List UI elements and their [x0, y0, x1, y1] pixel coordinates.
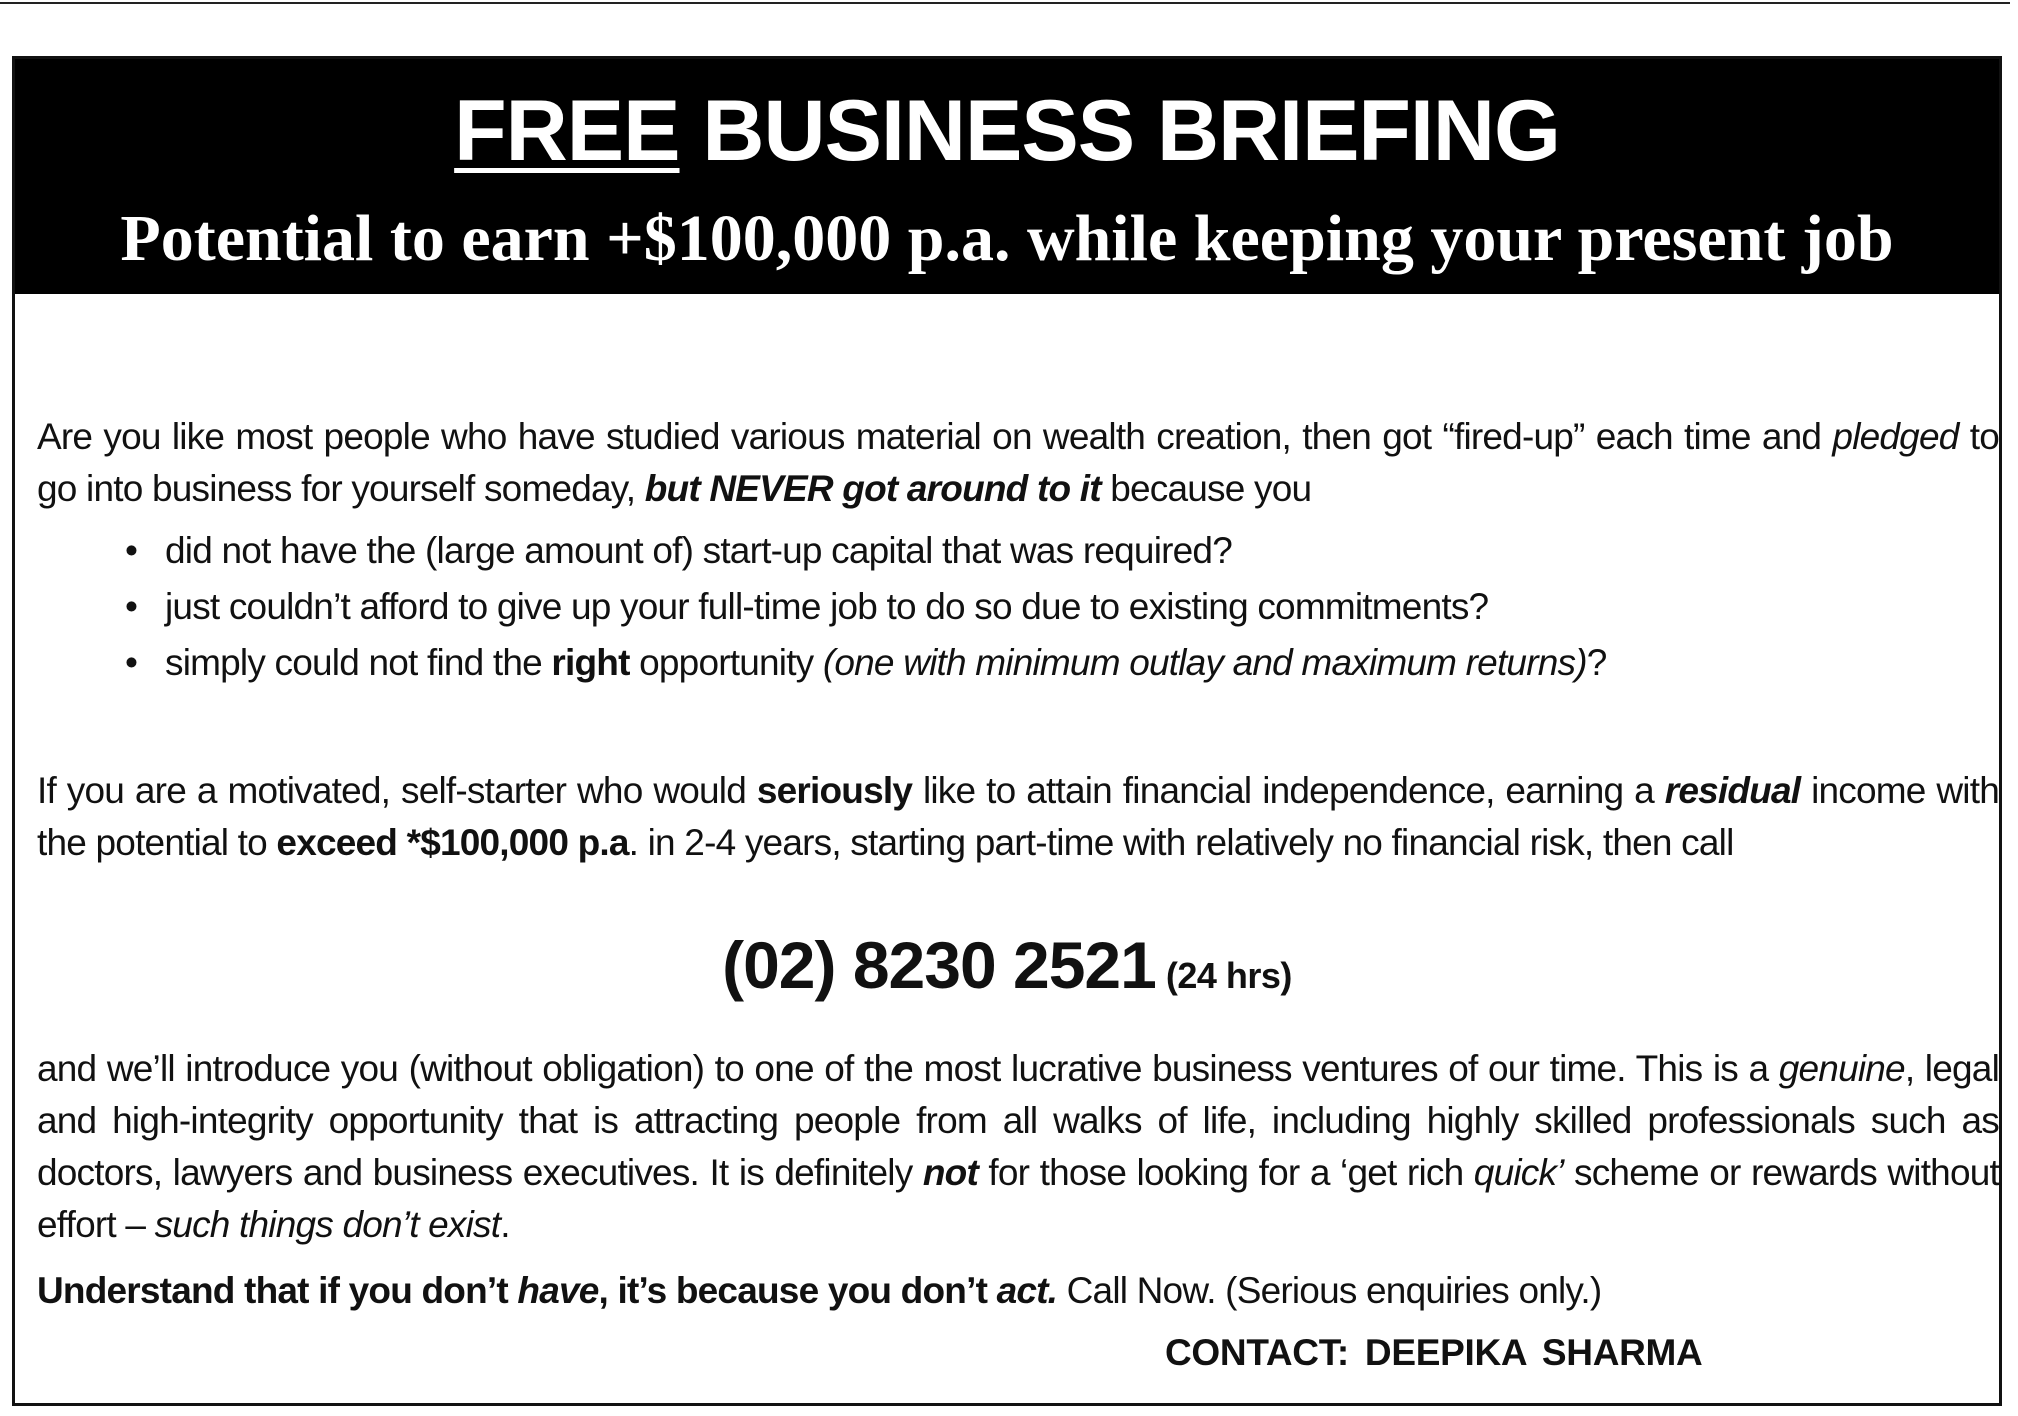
intro-italic-pledged: pledged — [1832, 416, 1959, 457]
phone-number[interactable]: (02) 8230 2521 — [722, 928, 1156, 1002]
intro-text-2: to go into business for yourself someday, — [37, 416, 1999, 509]
description-text-5: . — [500, 1204, 510, 1245]
description-italic-quick: quick’ — [1473, 1152, 1564, 1193]
description-text-4: scheme or rewards without effort – — [37, 1152, 1999, 1245]
description-text-3: for those looking for a ‘get rich — [977, 1152, 1474, 1193]
list-item — [125, 635, 1985, 691]
advertisement — [12, 56, 2002, 1406]
contact-name: CONTACT: DEEPIKA SHARMA — [1165, 1332, 1703, 1373]
list-item — [125, 579, 1985, 635]
headline — [15, 81, 1999, 181]
closing-bold-2: , it’s because you don’t — [598, 1270, 997, 1311]
offer-text-3: income with the potential to — [37, 770, 1999, 863]
list-item-text: did not have the (large amount of) start-up capital that was required? — [165, 530, 1232, 571]
offer-text-2: like to attain financial independence, earning a — [912, 770, 1665, 811]
description-paragraph — [37, 1043, 1999, 1251]
description-italic-exist: such things don’t exist — [154, 1204, 501, 1245]
offer-text-1: If you are a motivated, self-starter who would — [37, 770, 757, 811]
list-item-italic: (one with minimum outlay and maximum returns) — [822, 642, 1587, 683]
closing-statement — [37, 1265, 1999, 1317]
closing-bold-1: Understand that if you don’t — [37, 1270, 518, 1311]
list-item-text: just couldn’t afford to give up your full-time job to do so due to existing commitments? — [165, 586, 1489, 627]
intro-text-3: because you — [1100, 468, 1312, 509]
list-item-bold: right — [551, 642, 630, 683]
offer-bold-seriously: seriously — [756, 770, 913, 811]
list-item — [125, 523, 1985, 579]
ad-header — [15, 59, 1999, 294]
list-item-text: opportunity — [629, 642, 823, 683]
list-item-text: ? — [1586, 642, 1607, 683]
description-emphasis-not: not — [922, 1152, 978, 1193]
top-rule — [0, 2, 2010, 4]
description-text-1: and we’ll introduce you (without obligation) to one of the most lucrative business ventures of our time. This is a — [37, 1048, 1779, 1089]
subheadline: Potential to earn +$100,000 p.a. while keeping your present job — [120, 202, 1894, 275]
description-italic-genuine: genuine — [1778, 1048, 1905, 1089]
headline-rest: BUSINESS BRIEFING — [679, 83, 1560, 179]
headline-free: FREE — [454, 83, 680, 179]
offer-bold-exceed: exceed *$100,000 p.a — [276, 822, 629, 863]
intro-paragraph — [37, 411, 1999, 515]
closing-call-now: Call Now. (Serious enquiries only.) — [1057, 1270, 1602, 1311]
intro-emphasis: but NEVER got around to it — [644, 468, 1101, 509]
offer-emphasis-residual: residual — [1664, 770, 1801, 811]
intro-text-1: Are you like most people who have studied various material on wealth creation, then got “fired-up” each time and — [37, 416, 1833, 457]
description-text-2: , legal and high-integrity opportunity that is attracting people from all walks of life, including highly skilled professionals such as doctors, lawyers and business executives. It is definitely — [37, 1048, 1999, 1193]
phone-hours: (24 hrs) — [1165, 955, 1292, 996]
offer-text-4: . in 2-4 years, starting part-time with relatively no financial risk, then call — [628, 822, 1734, 863]
phone-line — [15, 927, 1999, 1003]
offer-paragraph — [37, 765, 1999, 869]
closing-emphasis-act: act. — [996, 1270, 1058, 1311]
list-item-text: simply could not find the — [165, 642, 552, 683]
closing-emphasis-have: have — [517, 1270, 599, 1311]
reasons-list — [125, 523, 1985, 691]
